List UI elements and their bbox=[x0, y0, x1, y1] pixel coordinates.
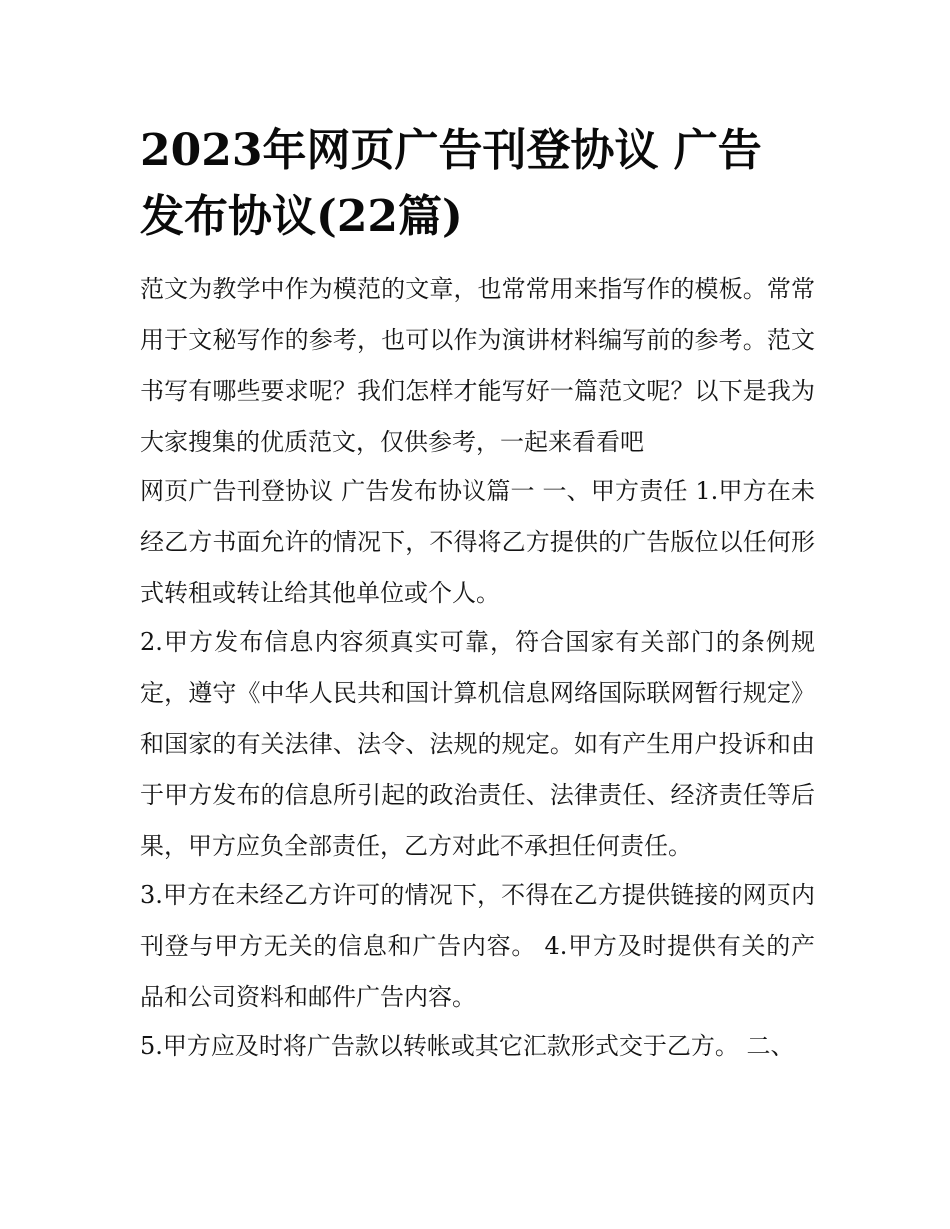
clause-2-paragraph: 2.甲方发布信息内容须真实可靠，符合国家有关部门的条例规定，遵守《中华人民共和国计算机信息网络国际联网暂行规定》和国家的有关法律、法令、法规的规定。如有产生用户投诉和由于甲方发布的信息所引起的政治责任、法律责任、经济责任等后果，甲方应负全部责任，乙方对此不承担任何责任。 bbox=[140, 628, 815, 860]
clause-3-4-paragraph: 3.甲方在未经乙方许可的情况下，不得在乙方提供链接的网页内刊登与甲方无关的信息和广告内容。 4.甲方及时提供有关的产品和公司资料和邮件广告内容。 bbox=[140, 881, 815, 1011]
document-content bbox=[140, 118, 815, 1072]
document-title: 2023年网页广告刊登协议 广告发布协议(22篇) bbox=[140, 125, 762, 242]
clause-5-paragraph: 5.甲方应及时将广告款以转帐或其它汇款形式交于乙方。 二、 bbox=[140, 1032, 795, 1060]
section-one-paragraph: 网页广告刊登协议 广告发布协议篇一 一、甲方责任 1.甲方在未经乙方书面允许的情况下，不得将乙方提供的广告版位以任何形式转租或转让给其他单位或个人。 bbox=[140, 477, 815, 607]
intro-paragraph: 范文为教学中作为模范的文章，也常常用来指写作的模板。常常用于文秘写作的参考，也可以作为演讲材料编写前的参考。范文书写有哪些要求呢？我们怎样才能写好一篇范文呢？以下是我为大家搜集的优质范文，仅供参考，一起来看看吧 bbox=[140, 275, 815, 456]
